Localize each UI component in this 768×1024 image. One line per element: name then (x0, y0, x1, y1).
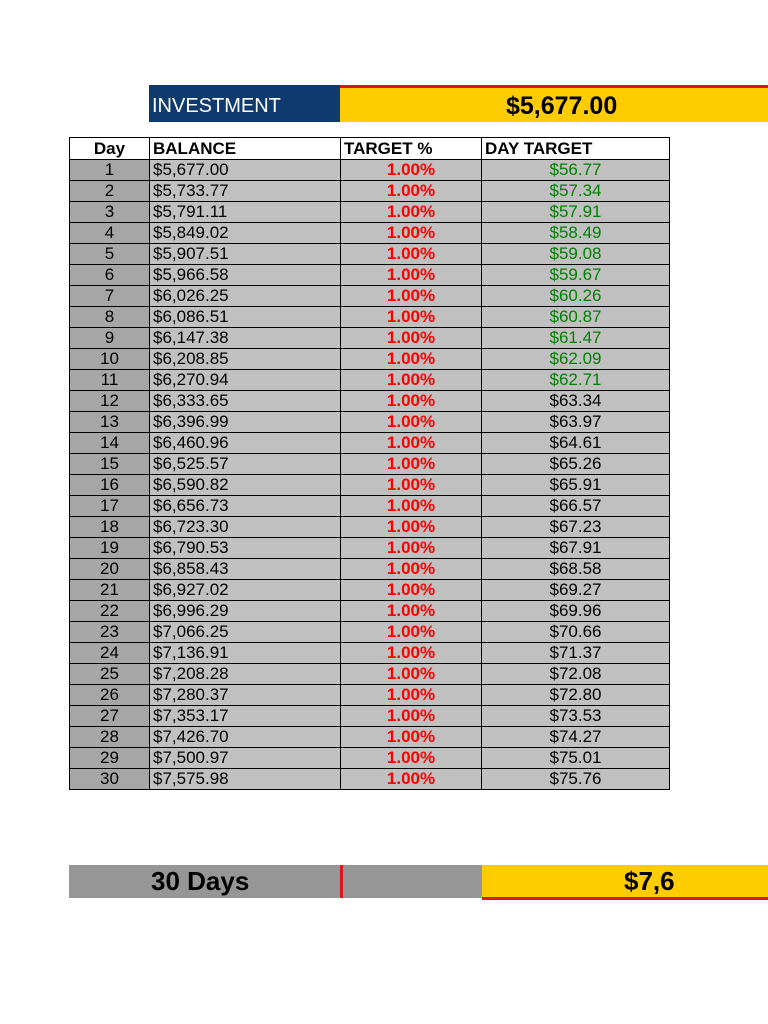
day-cell: 27 (70, 706, 150, 727)
table-row (70, 265, 670, 286)
summary-value-cell (482, 865, 768, 900)
day-target-cell: $75.76 (482, 769, 670, 790)
investment-value: $5,677.00 (506, 92, 618, 120)
day-target-cell: $65.91 (482, 475, 670, 496)
day-target-cell: $60.26 (482, 286, 670, 307)
day-target-cell: $60.87 (482, 307, 670, 328)
day-cell: 2 (70, 181, 150, 202)
day-target-cell: $70.66 (482, 622, 670, 643)
day-cell: 8 (70, 307, 150, 328)
day-cell: 29 (70, 748, 150, 769)
day-cell: 19 (70, 538, 150, 559)
target-pct-cell: 1.00% (341, 538, 482, 559)
balance-cell: $5,791.11 (150, 202, 341, 223)
balance-cell: $7,353.17 (150, 706, 341, 727)
day-cell: 7 (70, 286, 150, 307)
table-row (70, 349, 670, 370)
day-target-cell: $67.23 (482, 517, 670, 538)
balance-cell: $7,500.97 (150, 748, 341, 769)
target-pct-cell: 1.00% (341, 685, 482, 706)
target-pct-cell: 1.00% (341, 433, 482, 454)
day-cell: 12 (70, 391, 150, 412)
target-pct-cell: 1.00% (341, 706, 482, 727)
day-target-cell: $75.01 (482, 748, 670, 769)
day-cell: 21 (70, 580, 150, 601)
day-cell: 24 (70, 643, 150, 664)
header-day: Day (70, 138, 150, 160)
balance-cell: $5,733.77 (150, 181, 341, 202)
header-balance: BALANCE (150, 138, 341, 160)
target-pct-cell: 1.00% (341, 286, 482, 307)
table-row (70, 391, 670, 412)
table-row (70, 538, 670, 559)
day-target-cell: $72.08 (482, 664, 670, 685)
target-pct-cell: 1.00% (341, 727, 482, 748)
target-pct-cell: 1.00% (341, 475, 482, 496)
summary-spacer-cell (340, 865, 482, 898)
target-pct-cell: 1.00% (341, 559, 482, 580)
balance-cell: $6,525.57 (150, 454, 341, 475)
balance-cell: $5,677.00 (150, 160, 341, 181)
balance-cell: $7,575.98 (150, 769, 341, 790)
balance-cell: $6,460.96 (150, 433, 341, 454)
balance-cell: $6,996.29 (150, 601, 341, 622)
day-cell: 23 (70, 622, 150, 643)
target-pct-cell: 1.00% (341, 349, 482, 370)
day-target-cell: $69.96 (482, 601, 670, 622)
day-target-cell: $69.27 (482, 580, 670, 601)
table-row (70, 559, 670, 580)
table-row (70, 664, 670, 685)
summary-value: $7,6 (624, 866, 675, 896)
balance-cell: $6,086.51 (150, 307, 341, 328)
day-target-cell: $71.37 (482, 643, 670, 664)
day-cell: 15 (70, 454, 150, 475)
balance-cell: $6,208.85 (150, 349, 341, 370)
table-row (70, 580, 670, 601)
balance-cell: $6,656.73 (150, 496, 341, 517)
day-cell: 30 (70, 769, 150, 790)
day-target-cell: $59.67 (482, 265, 670, 286)
day-target-cell: $57.91 (482, 202, 670, 223)
day-cell: 9 (70, 328, 150, 349)
day-target-cell: $57.34 (482, 181, 670, 202)
balance-cell: $7,208.28 (150, 664, 341, 685)
table-row (70, 706, 670, 727)
table-row (70, 685, 670, 706)
day-cell: 6 (70, 265, 150, 286)
target-pct-cell: 1.00% (341, 601, 482, 622)
table-row (70, 412, 670, 433)
balance-cell: $6,396.99 (150, 412, 341, 433)
target-pct-cell: 1.00% (341, 307, 482, 328)
target-pct-cell: 1.00% (341, 664, 482, 685)
target-pct-cell: 1.00% (341, 412, 482, 433)
balance-cell: $6,590.82 (150, 475, 341, 496)
table-row (70, 496, 670, 517)
day-target-cell: $63.97 (482, 412, 670, 433)
balance-cell: $6,270.94 (150, 370, 341, 391)
day-cell: 20 (70, 559, 150, 580)
table-row (70, 643, 670, 664)
table-row (70, 622, 670, 643)
day-target-cell: $63.34 (482, 391, 670, 412)
balance-cell: $7,280.37 (150, 685, 341, 706)
day-cell: 26 (70, 685, 150, 706)
target-pct-cell: 1.00% (341, 622, 482, 643)
table-row (70, 160, 670, 181)
day-cell: 22 (70, 601, 150, 622)
table-row (70, 286, 670, 307)
target-pct-cell: 1.00% (341, 496, 482, 517)
table-row (70, 727, 670, 748)
day-cell: 11 (70, 370, 150, 391)
table-body (70, 160, 670, 790)
balance-cell: $6,858.43 (150, 559, 341, 580)
target-pct-cell: 1.00% (341, 454, 482, 475)
balance-table (69, 137, 670, 790)
day-cell: 28 (70, 727, 150, 748)
table-row (70, 244, 670, 265)
balance-cell: $7,066.25 (150, 622, 341, 643)
summary-days-label: 30 Days (69, 865, 340, 898)
balance-cell: $6,723.30 (150, 517, 341, 538)
target-pct-cell: 1.00% (341, 265, 482, 286)
table-row (70, 202, 670, 223)
day-cell: 1 (70, 160, 150, 181)
day-target-cell: $72.80 (482, 685, 670, 706)
table-row (70, 454, 670, 475)
target-pct-cell: 1.00% (341, 160, 482, 181)
day-target-cell: $61.47 (482, 328, 670, 349)
day-cell: 25 (70, 664, 150, 685)
balance-cell: $5,966.58 (150, 265, 341, 286)
table-row (70, 433, 670, 454)
day-target-cell: $73.53 (482, 706, 670, 727)
day-target-cell: $62.71 (482, 370, 670, 391)
target-pct-cell: 1.00% (341, 643, 482, 664)
day-cell: 14 (70, 433, 150, 454)
balance-cell: $6,026.25 (150, 286, 341, 307)
balance-cell: $6,333.65 (150, 391, 341, 412)
day-cell: 17 (70, 496, 150, 517)
header-target-pct: TARGET % (341, 138, 482, 160)
table-row (70, 748, 670, 769)
header-day-target: DAY TARGET (482, 138, 670, 160)
target-pct-cell: 1.00% (341, 244, 482, 265)
day-target-cell: $59.08 (482, 244, 670, 265)
balance-cell: $6,927.02 (150, 580, 341, 601)
day-target-cell: $68.58 (482, 559, 670, 580)
balance-cell: $7,136.91 (150, 643, 341, 664)
table-row (70, 181, 670, 202)
table-header-row (70, 138, 670, 160)
table-row (70, 370, 670, 391)
target-pct-cell: 1.00% (341, 223, 482, 244)
balance-cell: $6,790.53 (150, 538, 341, 559)
target-pct-cell: 1.00% (341, 391, 482, 412)
balance-cell: $5,849.02 (150, 223, 341, 244)
day-cell: 10 (70, 349, 150, 370)
day-target-cell: $65.26 (482, 454, 670, 475)
target-pct-cell: 1.00% (341, 769, 482, 790)
day-cell: 3 (70, 202, 150, 223)
balance-cell: $5,907.51 (150, 244, 341, 265)
target-pct-cell: 1.00% (341, 328, 482, 349)
target-pct-cell: 1.00% (341, 202, 482, 223)
table-row (70, 307, 670, 328)
day-target-cell: $62.09 (482, 349, 670, 370)
day-cell: 5 (70, 244, 150, 265)
investment-value-cell (340, 85, 768, 122)
table-row (70, 769, 670, 790)
day-cell: 4 (70, 223, 150, 244)
table-row (70, 223, 670, 244)
target-pct-cell: 1.00% (341, 748, 482, 769)
target-pct-cell: 1.00% (341, 517, 482, 538)
investment-label: INVESTMENT (149, 85, 340, 122)
day-cell: 16 (70, 475, 150, 496)
day-cell: 13 (70, 412, 150, 433)
day-target-cell: $67.91 (482, 538, 670, 559)
table-row (70, 601, 670, 622)
day-target-cell: $74.27 (482, 727, 670, 748)
balance-cell: $6,147.38 (150, 328, 341, 349)
target-pct-cell: 1.00% (341, 181, 482, 202)
day-target-cell: $64.61 (482, 433, 670, 454)
day-cell: 18 (70, 517, 150, 538)
day-target-cell: $58.49 (482, 223, 670, 244)
table-row (70, 475, 670, 496)
day-target-cell: $66.57 (482, 496, 670, 517)
table-row (70, 328, 670, 349)
balance-cell: $7,426.70 (150, 727, 341, 748)
day-target-cell: $56.77 (482, 160, 670, 181)
target-pct-cell: 1.00% (341, 580, 482, 601)
table-row (70, 517, 670, 538)
target-pct-cell: 1.00% (341, 370, 482, 391)
